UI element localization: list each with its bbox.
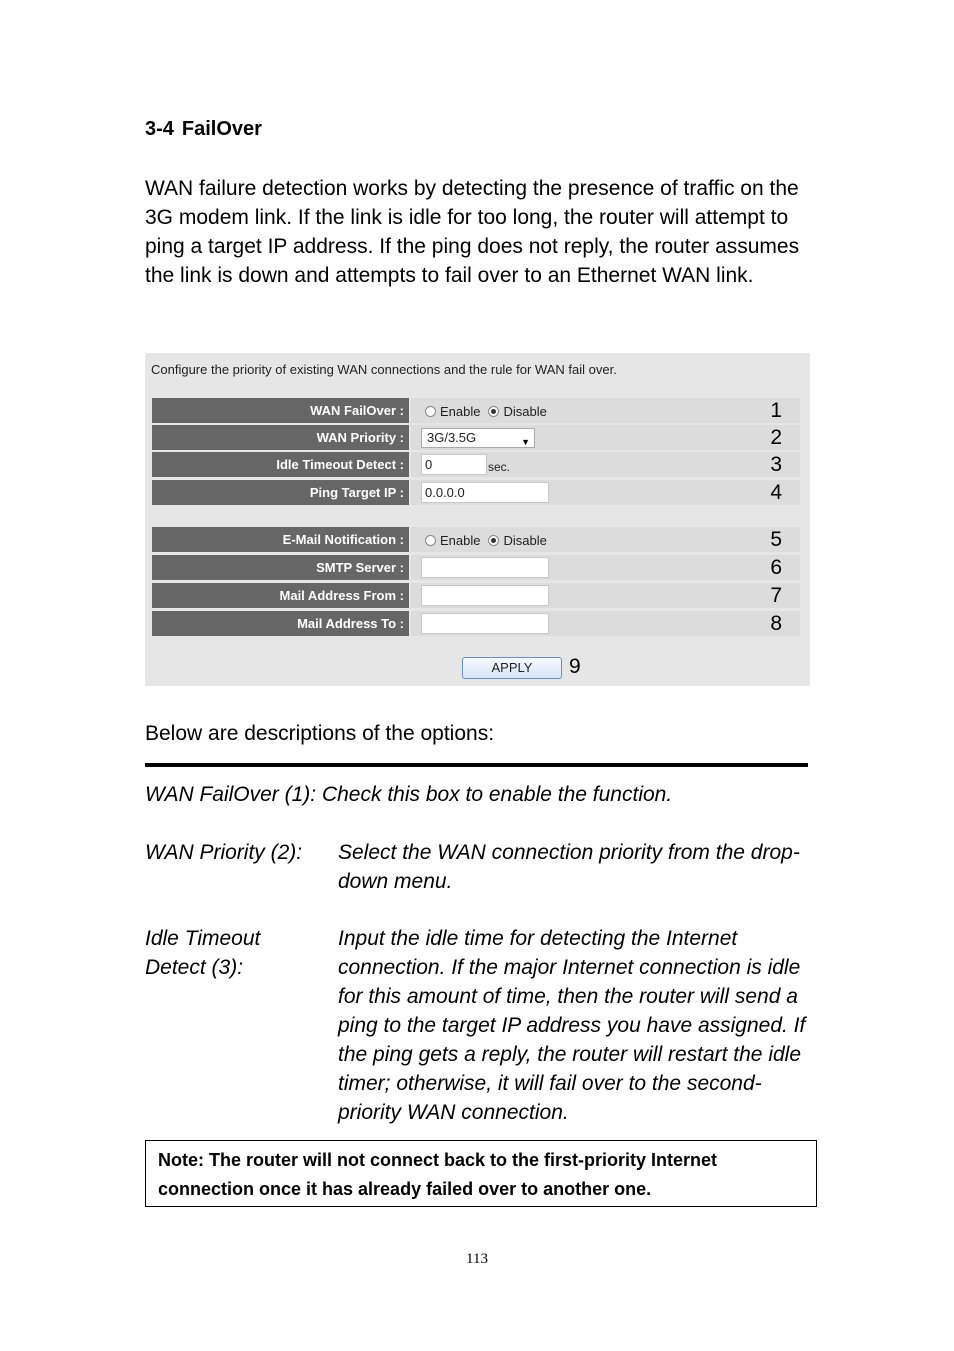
ping-target-input[interactable]: 0.0.0.0	[421, 482, 549, 503]
marker-6: 6	[770, 556, 782, 579]
row-idle-timeout	[152, 452, 800, 477]
failover-config-screenshot	[145, 353, 810, 686]
idle-timeout-description: Input the idle time for detecting the Internet connection. If the major Internet connection is idle for this amount of time, then the router will send a ping to the target IP address you have assigned. If the ping gets a reply, the router will restart the idle timer; otherwise, it will fail over to the second-priority WAN connection.	[338, 927, 806, 1124]
row-email-notification	[152, 527, 800, 552]
wan-priority-description: Select the WAN connection priority from the drop-down menu.	[338, 841, 800, 893]
marker-9: 9	[569, 655, 581, 678]
wan-failover-radio-group: Enable Disable	[425, 404, 555, 419]
mail-from-label: Mail Address From :	[152, 583, 409, 608]
email-notification-disable-radio[interactable]	[488, 535, 499, 546]
wan-failover-description: WAN FailOver (1): Check this box to enable the function.	[145, 783, 673, 806]
ping-target-label: Ping Target IP :	[152, 480, 409, 505]
email-notification-radio-group: Enable Disable	[425, 533, 555, 548]
marker-8: 8	[770, 612, 782, 635]
idle-timeout-input[interactable]: 0	[421, 454, 487, 475]
idle-timeout-term: Idle Timeout Detect (3):	[145, 927, 261, 979]
idle-timeout-unit: sec.	[488, 460, 511, 474]
intro-paragraph: WAN failure detection works by detecting the presence of traffic on the 3G modem link. If the link is idle for too long, the router will attempt to ping a target IP address. If the ping does not reply, the router assumes the link is down and attempts to fail over to an Ethernet WAN link.	[145, 177, 800, 287]
marker-1: 1	[770, 399, 782, 422]
chevron-down-icon: ▼	[521, 437, 530, 447]
section-heading	[145, 118, 262, 141]
idle-timeout-label: Idle Timeout Detect :	[152, 452, 409, 477]
apply-button[interactable]: APPLY	[462, 657, 562, 679]
row-wan-failover	[152, 398, 800, 423]
marker-4: 4	[770, 481, 782, 504]
panel-caption: Configure the priority of existing WAN connections and the rule for WAN fail over.	[151, 362, 617, 377]
row-mail-from	[152, 583, 800, 608]
row-ping-target	[152, 480, 800, 505]
mail-to-input[interactable]	[421, 613, 549, 634]
row-mail-to	[152, 611, 800, 636]
section-title: FailOver	[181, 118, 262, 140]
wan-failover-label: WAN FailOver :	[152, 398, 409, 423]
marker-5: 5	[770, 528, 782, 551]
wan-priority-term: WAN Priority (2):	[145, 841, 303, 864]
page-number: 113	[466, 1251, 488, 1267]
marker-3: 3	[770, 453, 782, 476]
mail-to-label: Mail Address To :	[152, 611, 409, 636]
marker-7: 7	[770, 584, 782, 607]
smtp-server-label: SMTP Server :	[152, 555, 409, 580]
marker-2: 2	[770, 426, 782, 449]
email-notification-enable-radio[interactable]	[425, 535, 436, 546]
email-notification-label: E-Mail Notification :	[152, 527, 409, 552]
wan-priority-select[interactable]: 3G/3.5G ▼	[421, 428, 535, 448]
row-smtp-server	[152, 555, 800, 580]
wan-priority-label: WAN Priority :	[152, 425, 409, 450]
wan-failover-disable-radio[interactable]	[488, 406, 499, 417]
wan-failover-enable-radio[interactable]	[425, 406, 436, 417]
descriptions-intro: Below are descriptions of the options:	[145, 722, 495, 745]
row-wan-priority	[152, 425, 800, 450]
smtp-server-input[interactable]	[421, 557, 549, 578]
section-number: 3-4	[145, 118, 174, 140]
divider	[145, 763, 808, 767]
note-box: Note: The router will not connect back to the first-priority Internet connection once it has already failed over to another one.	[145, 1140, 817, 1207]
mail-from-input[interactable]	[421, 585, 549, 606]
